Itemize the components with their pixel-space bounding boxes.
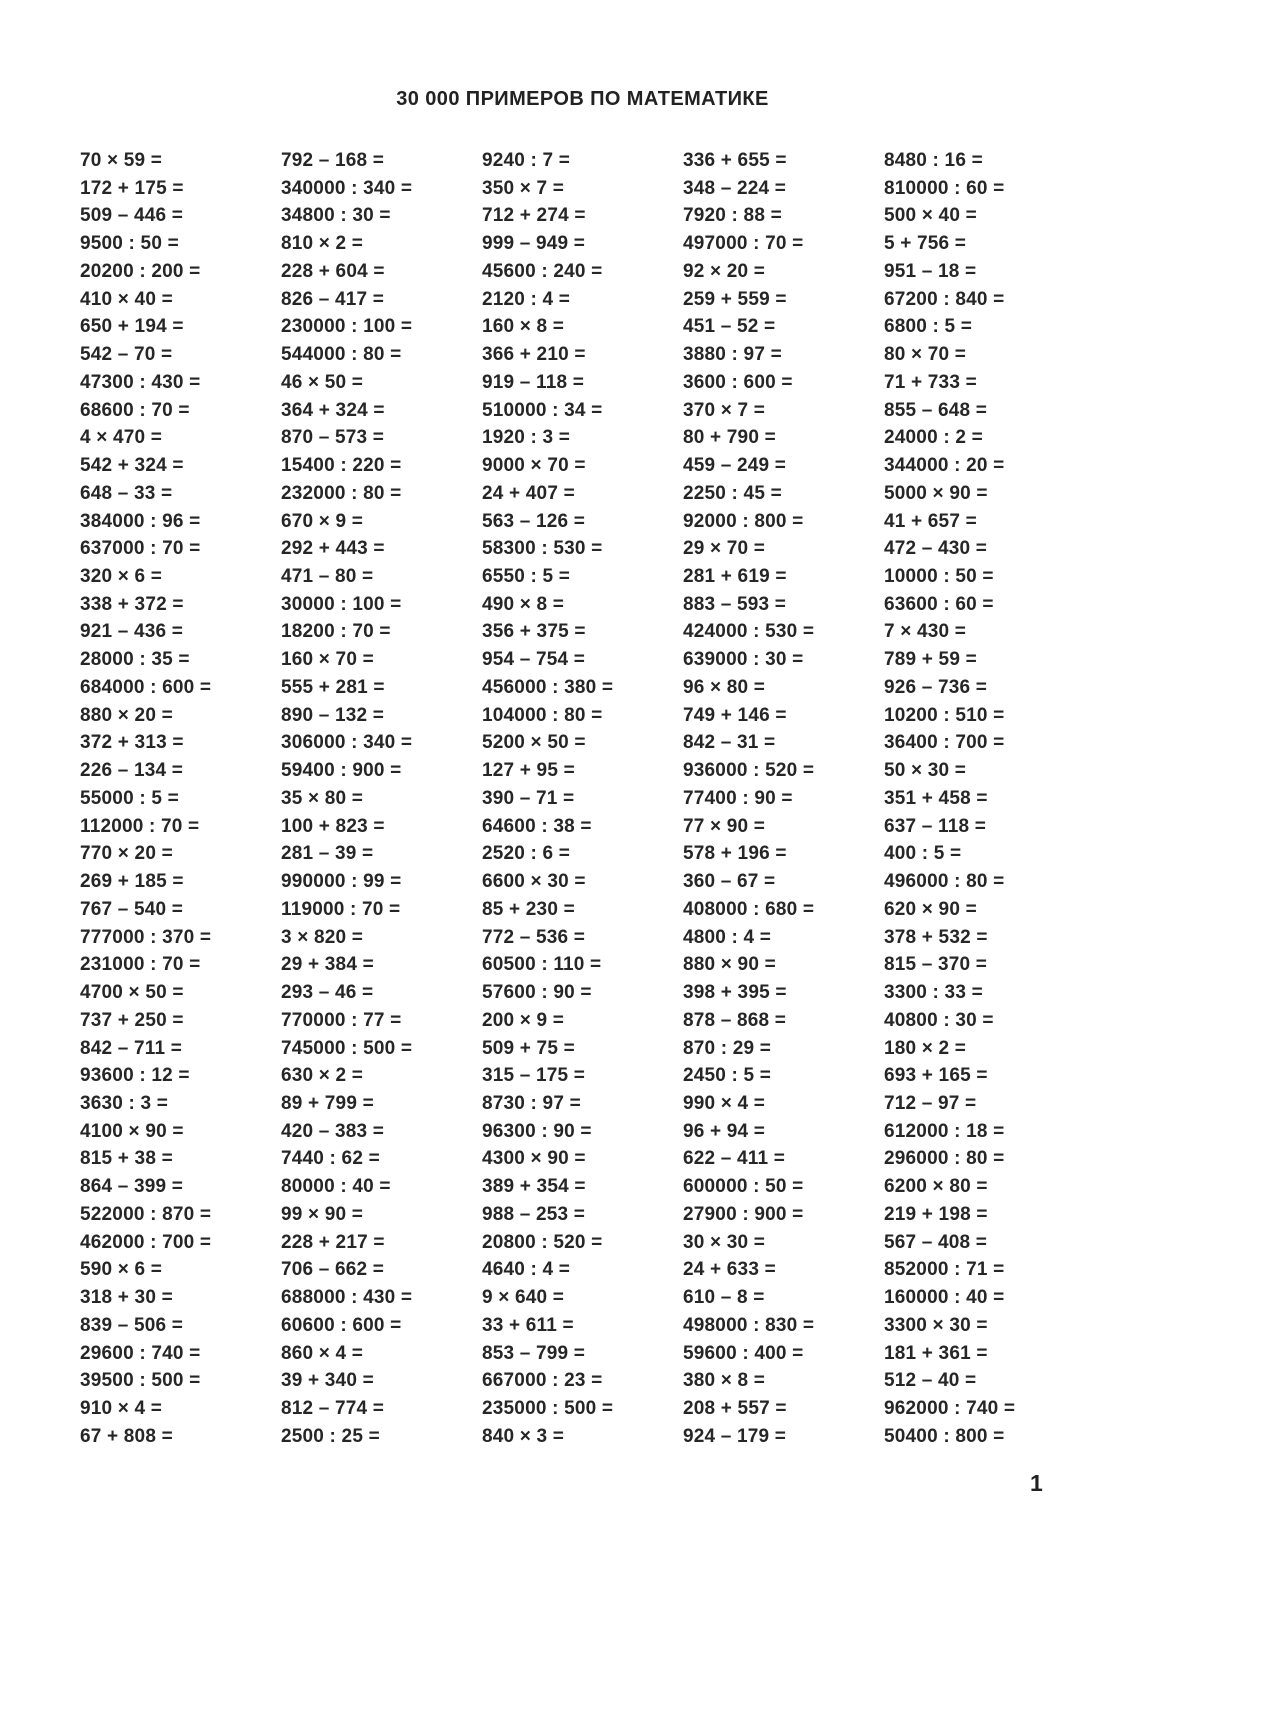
math-expression: 92 × 20 = xyxy=(683,260,766,282)
math-expression: 693 + 165 = xyxy=(884,1065,988,1087)
exercise-columns xyxy=(80,147,1085,1451)
math-expression: 40800 : 30 = xyxy=(884,1009,994,1031)
math-expression: 281 + 619 = xyxy=(683,566,787,588)
math-expression: 590 × 6 = xyxy=(80,1259,163,1281)
math-expression: 230000 : 100 = xyxy=(281,316,413,338)
math-expression: 89 + 799 = xyxy=(281,1092,374,1114)
math-expression: 4800 : 4 = xyxy=(683,926,772,948)
math-expression: 180 × 2 = xyxy=(884,1037,967,1059)
math-expression: 104000 : 80 = xyxy=(482,704,603,726)
math-expression: 567 – 408 = xyxy=(884,1231,988,1253)
math-expression: 50400 : 800 = xyxy=(884,1425,1005,1447)
math-expression: 826 – 417 = xyxy=(281,288,385,310)
math-expression: 35 × 80 = xyxy=(281,787,364,809)
math-expression: 749 + 146 = xyxy=(683,704,787,726)
math-expression: 235000 : 500 = xyxy=(482,1398,614,1420)
math-expression: 6600 × 30 = xyxy=(482,871,586,893)
math-expression: 39500 : 500 = xyxy=(80,1370,201,1392)
math-expression: 770 × 20 = xyxy=(80,843,173,865)
math-expression: 181 + 361 = xyxy=(884,1342,988,1364)
math-expression: 497000 : 70 = xyxy=(683,233,804,255)
math-expression: 951 – 18 = xyxy=(884,260,977,282)
page-title: 30 000 ПРИМЕРОВ ПО МАТЕМАТИКЕ xyxy=(396,88,769,110)
math-expression: 496000 : 80 = xyxy=(884,871,1005,893)
math-expression: 789 + 59 = xyxy=(884,649,977,671)
math-expression: 424000 : 530 = xyxy=(683,621,815,643)
math-expression: 200 × 9 = xyxy=(482,1009,565,1031)
math-expression: 269 + 185 = xyxy=(80,871,184,893)
exercise-column-4 xyxy=(683,147,884,1451)
math-expression: 926 – 736 = xyxy=(884,676,988,698)
math-expression: 3880 : 97 = xyxy=(683,344,782,366)
math-expression: 27900 : 900 = xyxy=(683,1203,804,1225)
math-expression: 30 × 30 = xyxy=(683,1231,766,1253)
math-expression: 770000 : 77 = xyxy=(281,1009,402,1031)
math-expression: 10000 : 50 = xyxy=(884,566,994,588)
math-expression: 64600 : 38 = xyxy=(482,815,592,837)
math-expression: 350 × 7 = xyxy=(482,177,565,199)
math-expression: 810 × 2 = xyxy=(281,233,364,255)
math-expression: 15400 : 220 = xyxy=(281,455,402,477)
math-expression: 999 – 949 = xyxy=(482,233,586,255)
math-expression: 360 – 67 = xyxy=(683,871,776,893)
math-expression: 6200 × 80 = xyxy=(884,1176,988,1198)
math-expression: 890 – 132 = xyxy=(281,704,385,726)
math-expression: 29 + 384 = xyxy=(281,954,374,976)
math-expression: 389 + 354 = xyxy=(482,1176,586,1198)
math-expression: 85 + 230 = xyxy=(482,898,575,920)
exercise-column-1 xyxy=(80,147,281,1451)
math-expression: 620 × 90 = xyxy=(884,898,977,920)
math-expression: 954 – 754 = xyxy=(482,649,586,671)
math-expression: 639000 : 30 = xyxy=(683,649,804,671)
math-expression: 472 – 430 = xyxy=(884,538,988,560)
math-expression: 880 × 90 = xyxy=(683,954,776,976)
math-expression: 864 – 399 = xyxy=(80,1176,184,1198)
math-expression: 57600 : 90 = xyxy=(482,982,592,1004)
math-expression: 8480 : 16 = xyxy=(884,150,983,171)
math-expression: 315 – 175 = xyxy=(482,1065,586,1087)
math-expression: 45600 : 240 = xyxy=(482,260,603,282)
math-expression: 20200 : 200 = xyxy=(80,260,201,282)
math-expression: 281 – 39 = xyxy=(281,843,374,865)
math-expression: 471 – 80 = xyxy=(281,566,374,588)
math-expression: 852000 : 71 = xyxy=(884,1259,1005,1281)
math-expression: 400 : 5 = xyxy=(884,843,962,865)
math-expression: 490 × 8 = xyxy=(482,593,565,615)
math-expression: 58300 : 530 = xyxy=(482,538,603,560)
math-expression: 840 × 3 = xyxy=(482,1425,565,1447)
math-expression: 767 – 540 = xyxy=(80,898,184,920)
math-expression: 351 + 458 = xyxy=(884,787,988,809)
math-expression: 46 × 50 = xyxy=(281,371,364,393)
math-expression: 4100 × 90 = xyxy=(80,1120,184,1142)
math-expression: 384000 : 96 = xyxy=(80,510,201,532)
math-expression: 96 + 94 = xyxy=(683,1120,766,1142)
math-expression: 47300 : 430 = xyxy=(80,371,201,393)
math-expression: 71 + 733 = xyxy=(884,371,977,393)
math-expression: 456000 : 380 = xyxy=(482,676,614,698)
math-expression: 356 + 375 = xyxy=(482,621,586,643)
exercise-column-2 xyxy=(281,147,482,1451)
math-expression: 815 – 370 = xyxy=(884,954,988,976)
math-expression: 4700 × 50 = xyxy=(80,982,184,1004)
math-expression: 226 – 134 = xyxy=(80,760,184,782)
math-expression: 28000 : 35 = xyxy=(80,649,190,671)
math-expression: 498000 : 830 = xyxy=(683,1314,815,1336)
exercise-column-3 xyxy=(482,147,683,1451)
math-expression: 228 + 604 = xyxy=(281,260,385,282)
math-expression: 340000 : 340 = xyxy=(281,177,413,199)
math-expression: 839 – 506 = xyxy=(80,1314,184,1336)
math-expression: 380 × 8 = xyxy=(683,1370,766,1392)
math-expression: 451 – 52 = xyxy=(683,316,776,338)
math-expression: 80 × 70 = xyxy=(884,344,967,366)
math-expression: 59600 : 400 = xyxy=(683,1342,804,1364)
math-expression: 348 – 224 = xyxy=(683,177,787,199)
math-expression: 2450 : 5 = xyxy=(683,1065,772,1087)
math-expression: 92000 : 800 = xyxy=(683,510,804,532)
math-expression: 24 + 407 = xyxy=(482,482,575,504)
math-expression: 119000 : 70 = xyxy=(281,898,401,920)
math-expression: 712 – 97 = xyxy=(884,1092,977,1114)
math-expression: 398 + 395 = xyxy=(683,982,787,1004)
math-expression: 936000 : 520 = xyxy=(683,760,815,782)
math-expression: 706 – 662 = xyxy=(281,1259,385,1281)
math-expression: 637000 : 70 = xyxy=(80,538,201,560)
math-expression: 544000 : 80 = xyxy=(281,344,402,366)
math-expression: 366 + 210 = xyxy=(482,344,586,366)
math-expression: 70 × 59 = xyxy=(80,150,163,171)
math-expression: 9 × 640 = xyxy=(482,1287,565,1309)
math-expression: 522000 : 870 = xyxy=(80,1203,212,1225)
math-expression: 30000 : 100 = xyxy=(281,593,402,615)
math-expression: 100 + 823 = xyxy=(281,815,385,837)
math-expression: 259 + 559 = xyxy=(683,288,787,310)
math-expression: 3 × 820 = xyxy=(281,926,364,948)
math-expression: 2250 : 45 = xyxy=(683,482,782,504)
math-expression: 842 – 711 = xyxy=(80,1037,183,1059)
math-expression: 650 + 194 = xyxy=(80,316,184,338)
math-expression: 5 + 756 = xyxy=(884,233,967,255)
math-expression: 231000 : 70 = xyxy=(80,954,201,976)
math-expression: 880 × 20 = xyxy=(80,704,173,726)
math-expression: 4 × 470 = xyxy=(80,427,163,449)
math-expression: 408000 : 680 = xyxy=(683,898,815,920)
math-expression: 18200 : 70 = xyxy=(281,621,391,643)
math-expression: 855 – 648 = xyxy=(884,399,988,421)
math-expression: 612000 : 18 = xyxy=(884,1120,1005,1142)
math-expression: 232000 : 80 = xyxy=(281,482,402,504)
math-expression: 670 × 9 = xyxy=(281,510,364,532)
math-expression: 320 × 6 = xyxy=(80,566,163,588)
math-expression: 9500 : 50 = xyxy=(80,233,179,255)
math-expression: 55000 : 5 = xyxy=(80,787,179,809)
math-expression: 3600 : 600 = xyxy=(683,371,793,393)
math-expression: 4300 × 90 = xyxy=(482,1148,586,1170)
math-expression: 712 + 274 = xyxy=(482,205,586,227)
math-expression: 59400 : 900 = xyxy=(281,760,402,782)
math-expression: 921 – 436 = xyxy=(80,621,184,643)
math-expression: 372 + 313 = xyxy=(80,732,184,754)
math-expression: 24000 : 2 = xyxy=(884,427,983,449)
math-expression: 172 + 175 = xyxy=(80,177,184,199)
math-expression: 2500 : 25 = xyxy=(281,1425,380,1447)
math-expression: 990000 : 99 = xyxy=(281,871,402,893)
math-expression: 80000 : 40 = xyxy=(281,1176,391,1198)
math-expression: 160 × 8 = xyxy=(482,316,565,338)
math-expression: 842 – 31 = xyxy=(683,732,776,754)
math-expression: 777000 : 370 = xyxy=(80,926,212,948)
math-expression: 6550 : 5 = xyxy=(482,566,571,588)
math-expression: 3300 : 33 = xyxy=(884,982,983,1004)
math-expression: 67200 : 840 = xyxy=(884,288,1005,310)
math-expression: 2120 : 4 = xyxy=(482,288,571,310)
math-expression: 853 – 799 = xyxy=(482,1342,586,1364)
math-expression: 500 × 40 = xyxy=(884,205,977,227)
math-expression: 745000 : 500 = xyxy=(281,1037,413,1059)
math-expression: 459 – 249 = xyxy=(683,455,787,477)
math-expression: 410 × 40 = xyxy=(80,288,173,310)
math-expression: 344000 : 20 = xyxy=(884,455,1005,477)
math-expression: 667000 : 23 = xyxy=(482,1370,603,1392)
math-expression: 555 + 281 = xyxy=(281,676,385,698)
math-expression: 512 – 40 = xyxy=(884,1370,977,1392)
math-expression: 296000 : 80 = xyxy=(884,1148,1005,1170)
math-expression: 4640 : 4 = xyxy=(482,1259,571,1281)
math-expression: 988 – 253 = xyxy=(482,1203,586,1225)
math-expression: 924 – 179 = xyxy=(683,1425,787,1447)
math-expression: 293 – 46 = xyxy=(281,982,374,1004)
math-expression: 1920 : 3 = xyxy=(482,427,571,449)
math-expression: 870 – 573 = xyxy=(281,427,385,449)
math-expression: 160000 : 40 = xyxy=(884,1287,1005,1309)
math-expression: 60600 : 600 = xyxy=(281,1314,402,1336)
math-expression: 60500 : 110 = xyxy=(482,954,602,976)
math-expression: 370 × 7 = xyxy=(683,399,766,421)
math-expression: 9240 : 7 = xyxy=(482,150,571,171)
math-expression: 67 + 808 = xyxy=(80,1425,173,1447)
math-expression: 77 × 90 = xyxy=(683,815,766,837)
math-expression: 10200 : 510 = xyxy=(884,704,1005,726)
math-expression: 420 – 383 = xyxy=(281,1120,385,1142)
math-expression: 33 + 611 = xyxy=(482,1314,574,1336)
math-expression: 3300 × 30 = xyxy=(884,1314,988,1336)
page-number: 1 xyxy=(1030,1470,1043,1496)
math-expression: 5000 × 90 = xyxy=(884,482,988,504)
math-expression: 228 + 217 = xyxy=(281,1231,385,1253)
math-expression: 878 – 868 = xyxy=(683,1009,787,1031)
math-expression: 622 – 411 = xyxy=(683,1148,786,1170)
math-expression: 509 – 446 = xyxy=(80,205,184,227)
math-expression: 810000 : 60 = xyxy=(884,177,1005,199)
math-expression: 318 + 30 = xyxy=(80,1287,173,1309)
math-expression: 684000 : 600 = xyxy=(80,676,212,698)
math-expression: 962000 : 740 = xyxy=(884,1398,1016,1420)
math-expression: 7440 : 62 = xyxy=(281,1148,380,1170)
math-expression: 990 × 4 = xyxy=(683,1092,766,1114)
math-expression: 509 + 75 = xyxy=(482,1037,575,1059)
math-expression: 338 + 372 = xyxy=(80,593,184,615)
math-expression: 29 × 70 = xyxy=(683,538,766,560)
exercise-column-5 xyxy=(884,147,1085,1451)
math-expression: 6800 : 5 = xyxy=(884,316,973,338)
math-expression: 93600 : 12 = xyxy=(80,1065,190,1087)
math-expression: 610 – 8 = xyxy=(683,1287,765,1309)
math-expression: 364 + 324 = xyxy=(281,399,385,421)
math-expression: 390 – 71 = xyxy=(482,787,575,809)
math-expression: 127 + 95 = xyxy=(482,760,575,782)
math-expression: 563 – 126 = xyxy=(482,510,586,532)
math-expression: 637 – 118 = xyxy=(884,815,987,837)
math-expression: 24 + 633 = xyxy=(683,1259,776,1281)
math-expression: 815 + 38 = xyxy=(80,1148,173,1170)
math-expression: 578 + 196 = xyxy=(683,843,787,865)
math-expression: 36400 : 700 = xyxy=(884,732,1005,754)
math-expression: 219 + 198 = xyxy=(884,1203,988,1225)
math-expression: 600000 : 50 = xyxy=(683,1176,804,1198)
math-expression: 63600 : 60 = xyxy=(884,593,994,615)
math-expression: 50 × 30 = xyxy=(884,760,967,782)
math-expression: 112000 : 70 = xyxy=(80,815,200,837)
math-expression: 510000 : 34 = xyxy=(482,399,603,421)
math-expression: 7 × 430 = xyxy=(884,621,967,643)
math-expression: 160 × 70 = xyxy=(281,649,374,671)
math-expression: 792 – 168 = xyxy=(281,150,385,171)
math-expression: 630 × 2 = xyxy=(281,1065,364,1087)
math-expression: 5200 × 50 = xyxy=(482,732,586,754)
math-expression: 96 × 80 = xyxy=(683,676,766,698)
math-expression: 80 + 790 = xyxy=(683,427,776,449)
math-expression: 919 – 118 = xyxy=(482,371,585,393)
math-expression: 737 + 250 = xyxy=(80,1009,184,1031)
math-expression: 77400 : 90 = xyxy=(683,787,793,809)
math-expression: 883 – 593 = xyxy=(683,593,787,615)
math-expression: 9000 × 70 = xyxy=(482,455,586,477)
math-expression: 7920 : 88 = xyxy=(683,205,782,227)
math-expression: 542 – 70 = xyxy=(80,344,173,366)
math-expression: 772 – 536 = xyxy=(482,926,586,948)
math-expression: 860 × 4 = xyxy=(281,1342,364,1364)
math-expression: 41 + 657 = xyxy=(884,510,977,532)
math-expression: 8730 : 97 = xyxy=(482,1092,581,1114)
math-expression: 292 + 443 = xyxy=(281,538,385,560)
math-expression: 870 : 29 = xyxy=(683,1037,772,1059)
math-expression: 812 – 774 = xyxy=(281,1398,385,1420)
math-expression: 462000 : 700 = xyxy=(80,1231,212,1253)
math-expression: 208 + 557 = xyxy=(683,1398,787,1420)
math-expression: 99 × 90 = xyxy=(281,1203,364,1225)
math-expression: 20800 : 520 = xyxy=(482,1231,603,1253)
math-expression: 542 + 324 = xyxy=(80,455,184,477)
math-expression: 910 × 4 = xyxy=(80,1398,163,1420)
math-expression: 306000 : 340 = xyxy=(281,732,413,754)
math-expression: 39 + 340 = xyxy=(281,1370,374,1392)
math-expression: 29600 : 740 = xyxy=(80,1342,201,1364)
math-expression: 688000 : 430 = xyxy=(281,1287,413,1309)
math-expression: 336 + 655 = xyxy=(683,150,787,171)
math-expression: 378 + 532 = xyxy=(884,926,988,948)
math-expression: 2520 : 6 = xyxy=(482,843,571,865)
math-expression: 3630 : 3 = xyxy=(80,1092,169,1114)
math-expression: 34800 : 30 = xyxy=(281,205,391,227)
math-expression: 68600 : 70 = xyxy=(80,399,190,421)
math-expression: 96300 : 90 = xyxy=(482,1120,592,1142)
math-expression: 648 – 33 = xyxy=(80,482,173,504)
